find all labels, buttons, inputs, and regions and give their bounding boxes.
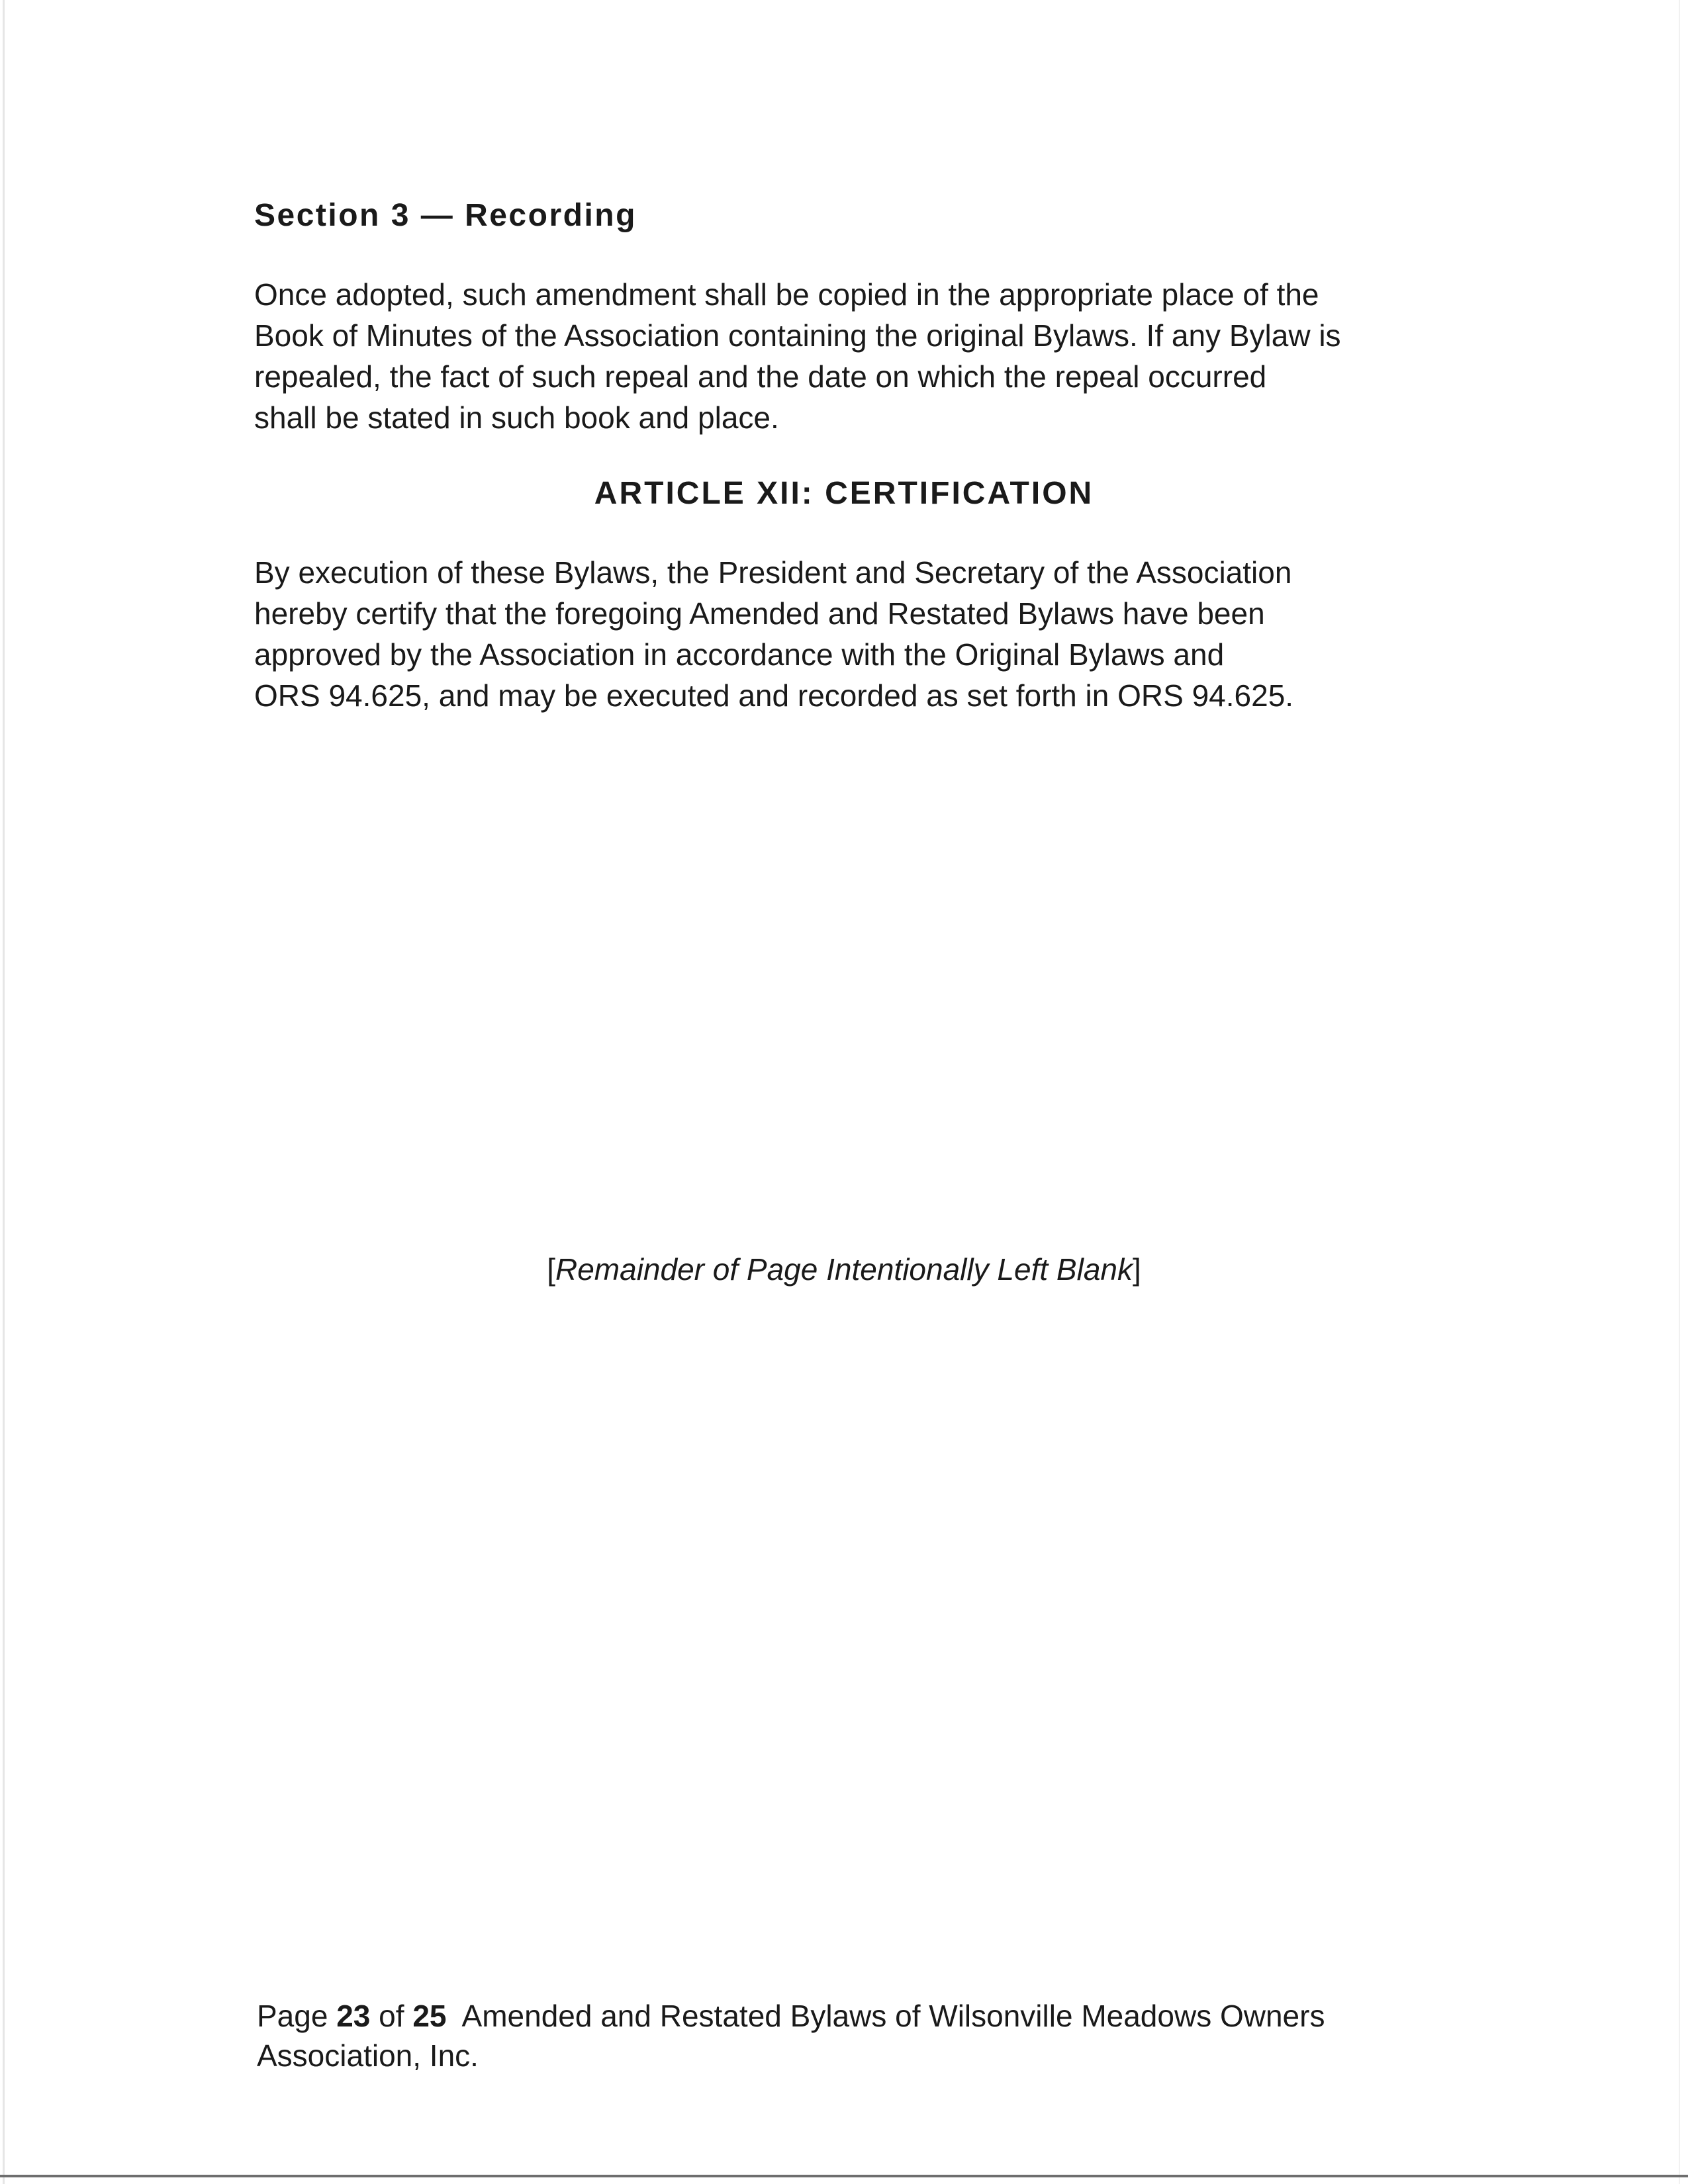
section-3-heading: Section 3 — Recording	[254, 198, 637, 233]
certification-paragraph	[254, 552, 1293, 716]
footer-of-word: of	[379, 1999, 404, 2033]
page-footer	[257, 1996, 1325, 2075]
paragraph-line: By execution of these Bylaws, the President and Secretary of the Association	[254, 555, 1292, 590]
footer-page-number: 23	[336, 1999, 371, 2033]
paragraph-line: hereby certify that the foregoing Amended and Restated Bylaws have been	[254, 596, 1265, 631]
footer-title: Amended and Restated Bylaws of Wilsonville Meadows Owners	[461, 1999, 1325, 2033]
close-bracket: ]	[1132, 1252, 1141, 1287]
scan-edge-right	[1679, 0, 1680, 2184]
blank-notice-text: Remainder of Page Intentionally Left Blank	[555, 1252, 1133, 1287]
scan-edge-bottom	[0, 2175, 1688, 2177]
recording-paragraph	[254, 274, 1341, 438]
footer-total-pages: 25	[412, 1999, 447, 2033]
scan-edge-left	[3, 0, 5, 2184]
footer-page-word: Page	[257, 1999, 328, 2033]
paragraph-line: approved by the Association in accordance with the Original Bylaws and	[254, 637, 1225, 672]
intentionally-blank-notice	[0, 1250, 1688, 1289]
article-xii-heading: ARTICLE XII: CERTIFICATION	[594, 476, 1094, 511]
open-bracket: [	[547, 1252, 555, 1287]
paragraph-line: repealed, the fact of such repeal and the date on which the repeal occurred	[254, 359, 1267, 394]
footer-line-2: Association, Inc.	[257, 2038, 479, 2073]
footer-line-1	[257, 1996, 1325, 2036]
paragraph-line: ORS 94.625, and may be executed and recorded as set forth in ORS 94.625.	[254, 678, 1294, 713]
paragraph-line: Book of Minutes of the Association containing the original Bylaws. If any Bylaw is	[254, 318, 1341, 353]
paragraph-line: shall be stated in such book and place.	[254, 400, 779, 435]
paragraph-line: Once adopted, such amendment shall be copied in the appropriate place of the	[254, 277, 1319, 312]
